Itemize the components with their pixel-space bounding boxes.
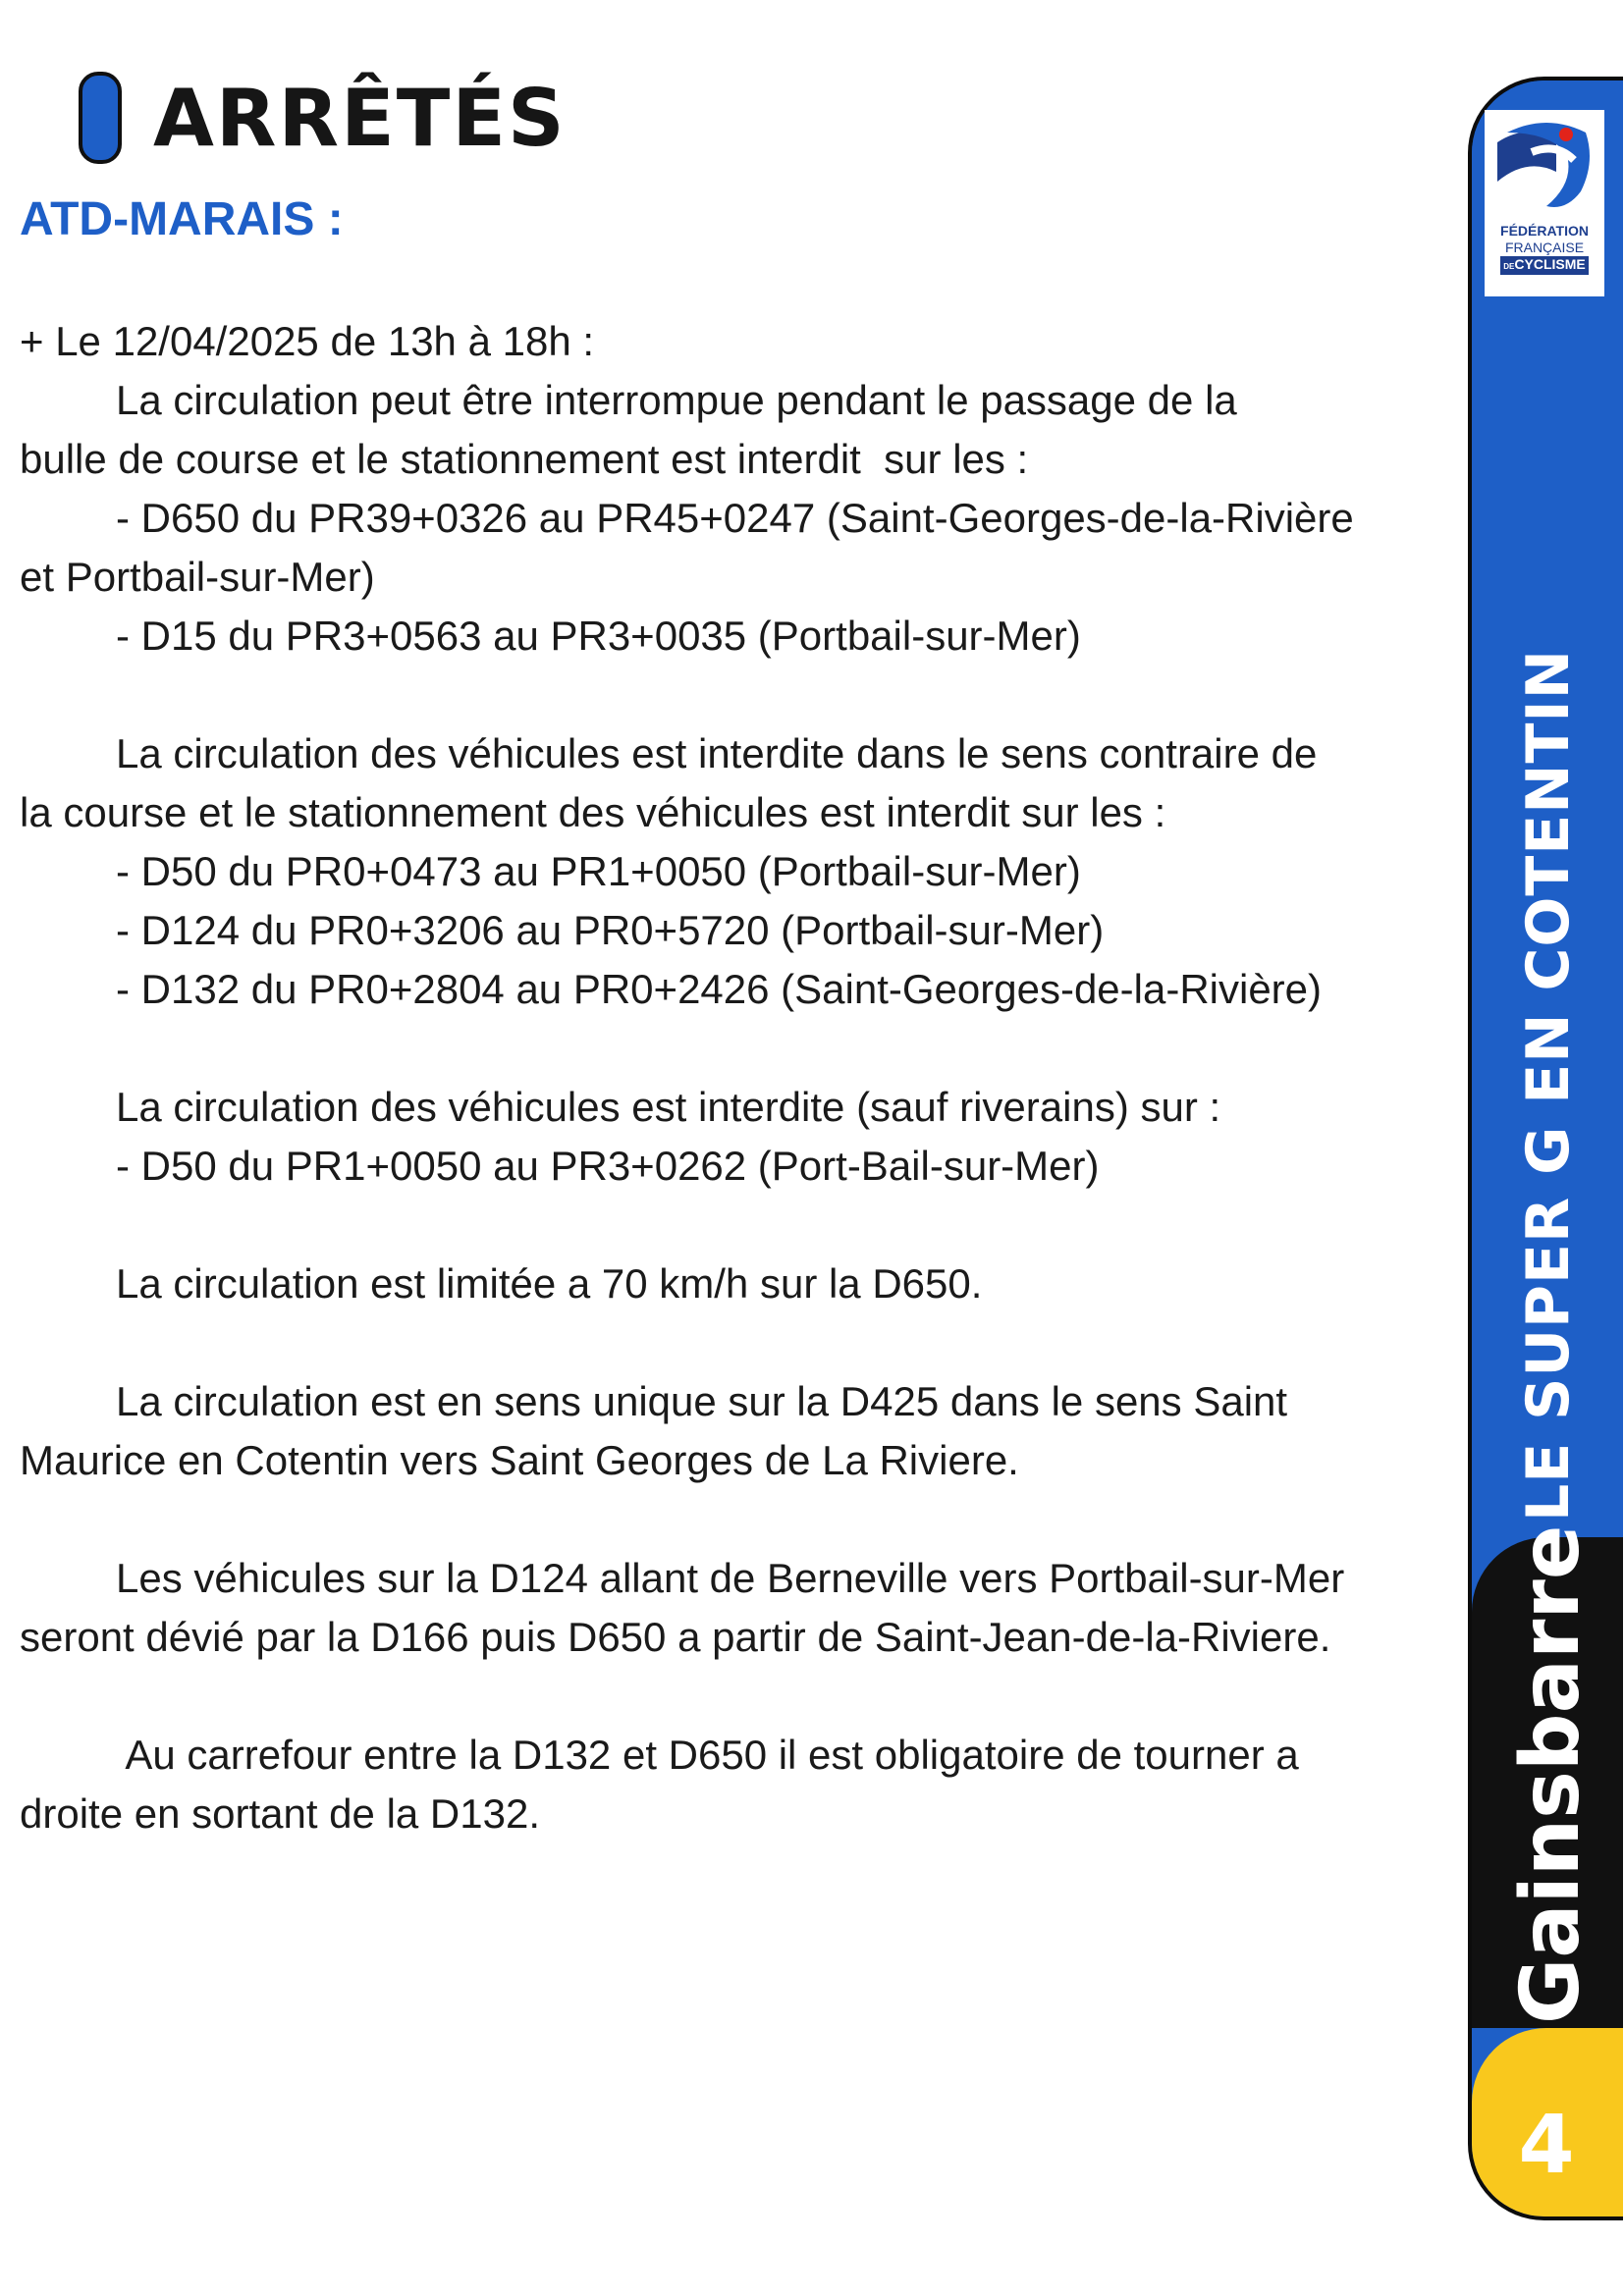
paragraph-line: La circulation des véhicules est interdite dans le sens contraire de [116, 730, 1318, 776]
road-item: - D650 du PR39+0326 au PR45+0247 (Saint-Georges-de-la-Rivière [116, 495, 1354, 541]
paragraph-line: et Portbail-sur-Mer) [20, 554, 375, 600]
paragraph-line: La circulation est en sens unique sur la D425 dans le sens Saint [116, 1378, 1288, 1424]
page-number: 4 [1518, 2099, 1575, 2192]
race-name: LE SUPER G EN COTENTIN [1514, 649, 1583, 1522]
paragraph-line: Au carrefour entre la D132 et D650 il est obligatoire de tourner a [116, 1732, 1299, 1778]
paragraph-line: droite en sortant de la D132. [20, 1790, 541, 1837]
ffc-emblem-icon [1488, 113, 1601, 221]
paragraph-line: La circulation des véhicules est interdite (sauf riverains) sur : [116, 1084, 1221, 1130]
road-item: - D50 du PR0+0473 au PR1+0050 (Portbail-sur-Mer) [116, 848, 1081, 894]
brand-name: Gainsbarre [1504, 1524, 1597, 2024]
ffc-logo-text: FÉDÉRATION FRANÇAISE DECYCLISME [1488, 223, 1601, 275]
paragraph-line: Les véhicules sur la D124 allant de Berneville vers Portbail-sur-Mer [116, 1555, 1345, 1601]
heading-accent-bar [79, 72, 122, 164]
road-item: - D132 du PR0+2804 au PR0+2426 (Saint-Georges-de-la-Rivière) [116, 966, 1323, 1012]
paragraph-line: bulle de course et le stationnement est interdit sur les : [20, 436, 1029, 482]
page-heading [79, 71, 567, 165]
paragraph-line: La circulation peut être interrompue pendant le passage de la [116, 377, 1237, 423]
road-item: - D15 du PR3+0563 au PR3+0035 (Portbail-sur-Mer) [116, 613, 1081, 659]
paragraph-line: la course et le stationnement des véhicules est interdit sur les : [20, 789, 1166, 835]
road-item: - D50 du PR1+0050 au PR3+0262 (Port-Bail-sur-Mer) [116, 1143, 1100, 1189]
paragraph-line: seront dévié par la D166 puis D650 a partir de Saint-Jean-de-la-Riviere. [20, 1614, 1331, 1660]
ffc-logo [1485, 110, 1604, 296]
decree-text [20, 312, 1453, 1843]
paragraph-line: La circulation est limitée a 70 km/h sur la D650. [116, 1260, 983, 1307]
date-line: + Le 12/04/2025 de 13h à 18h : [20, 318, 595, 364]
road-item: - D124 du PR0+3206 au PR0+5720 (Portbail-sur-Mer) [116, 907, 1105, 953]
paragraph-line: Maurice en Cotentin vers Saint Georges de La Riviere. [20, 1437, 1019, 1483]
page-title: ARRÊTÉS [153, 72, 567, 164]
section-subtitle: ATD-MARAIS : [20, 193, 344, 245]
